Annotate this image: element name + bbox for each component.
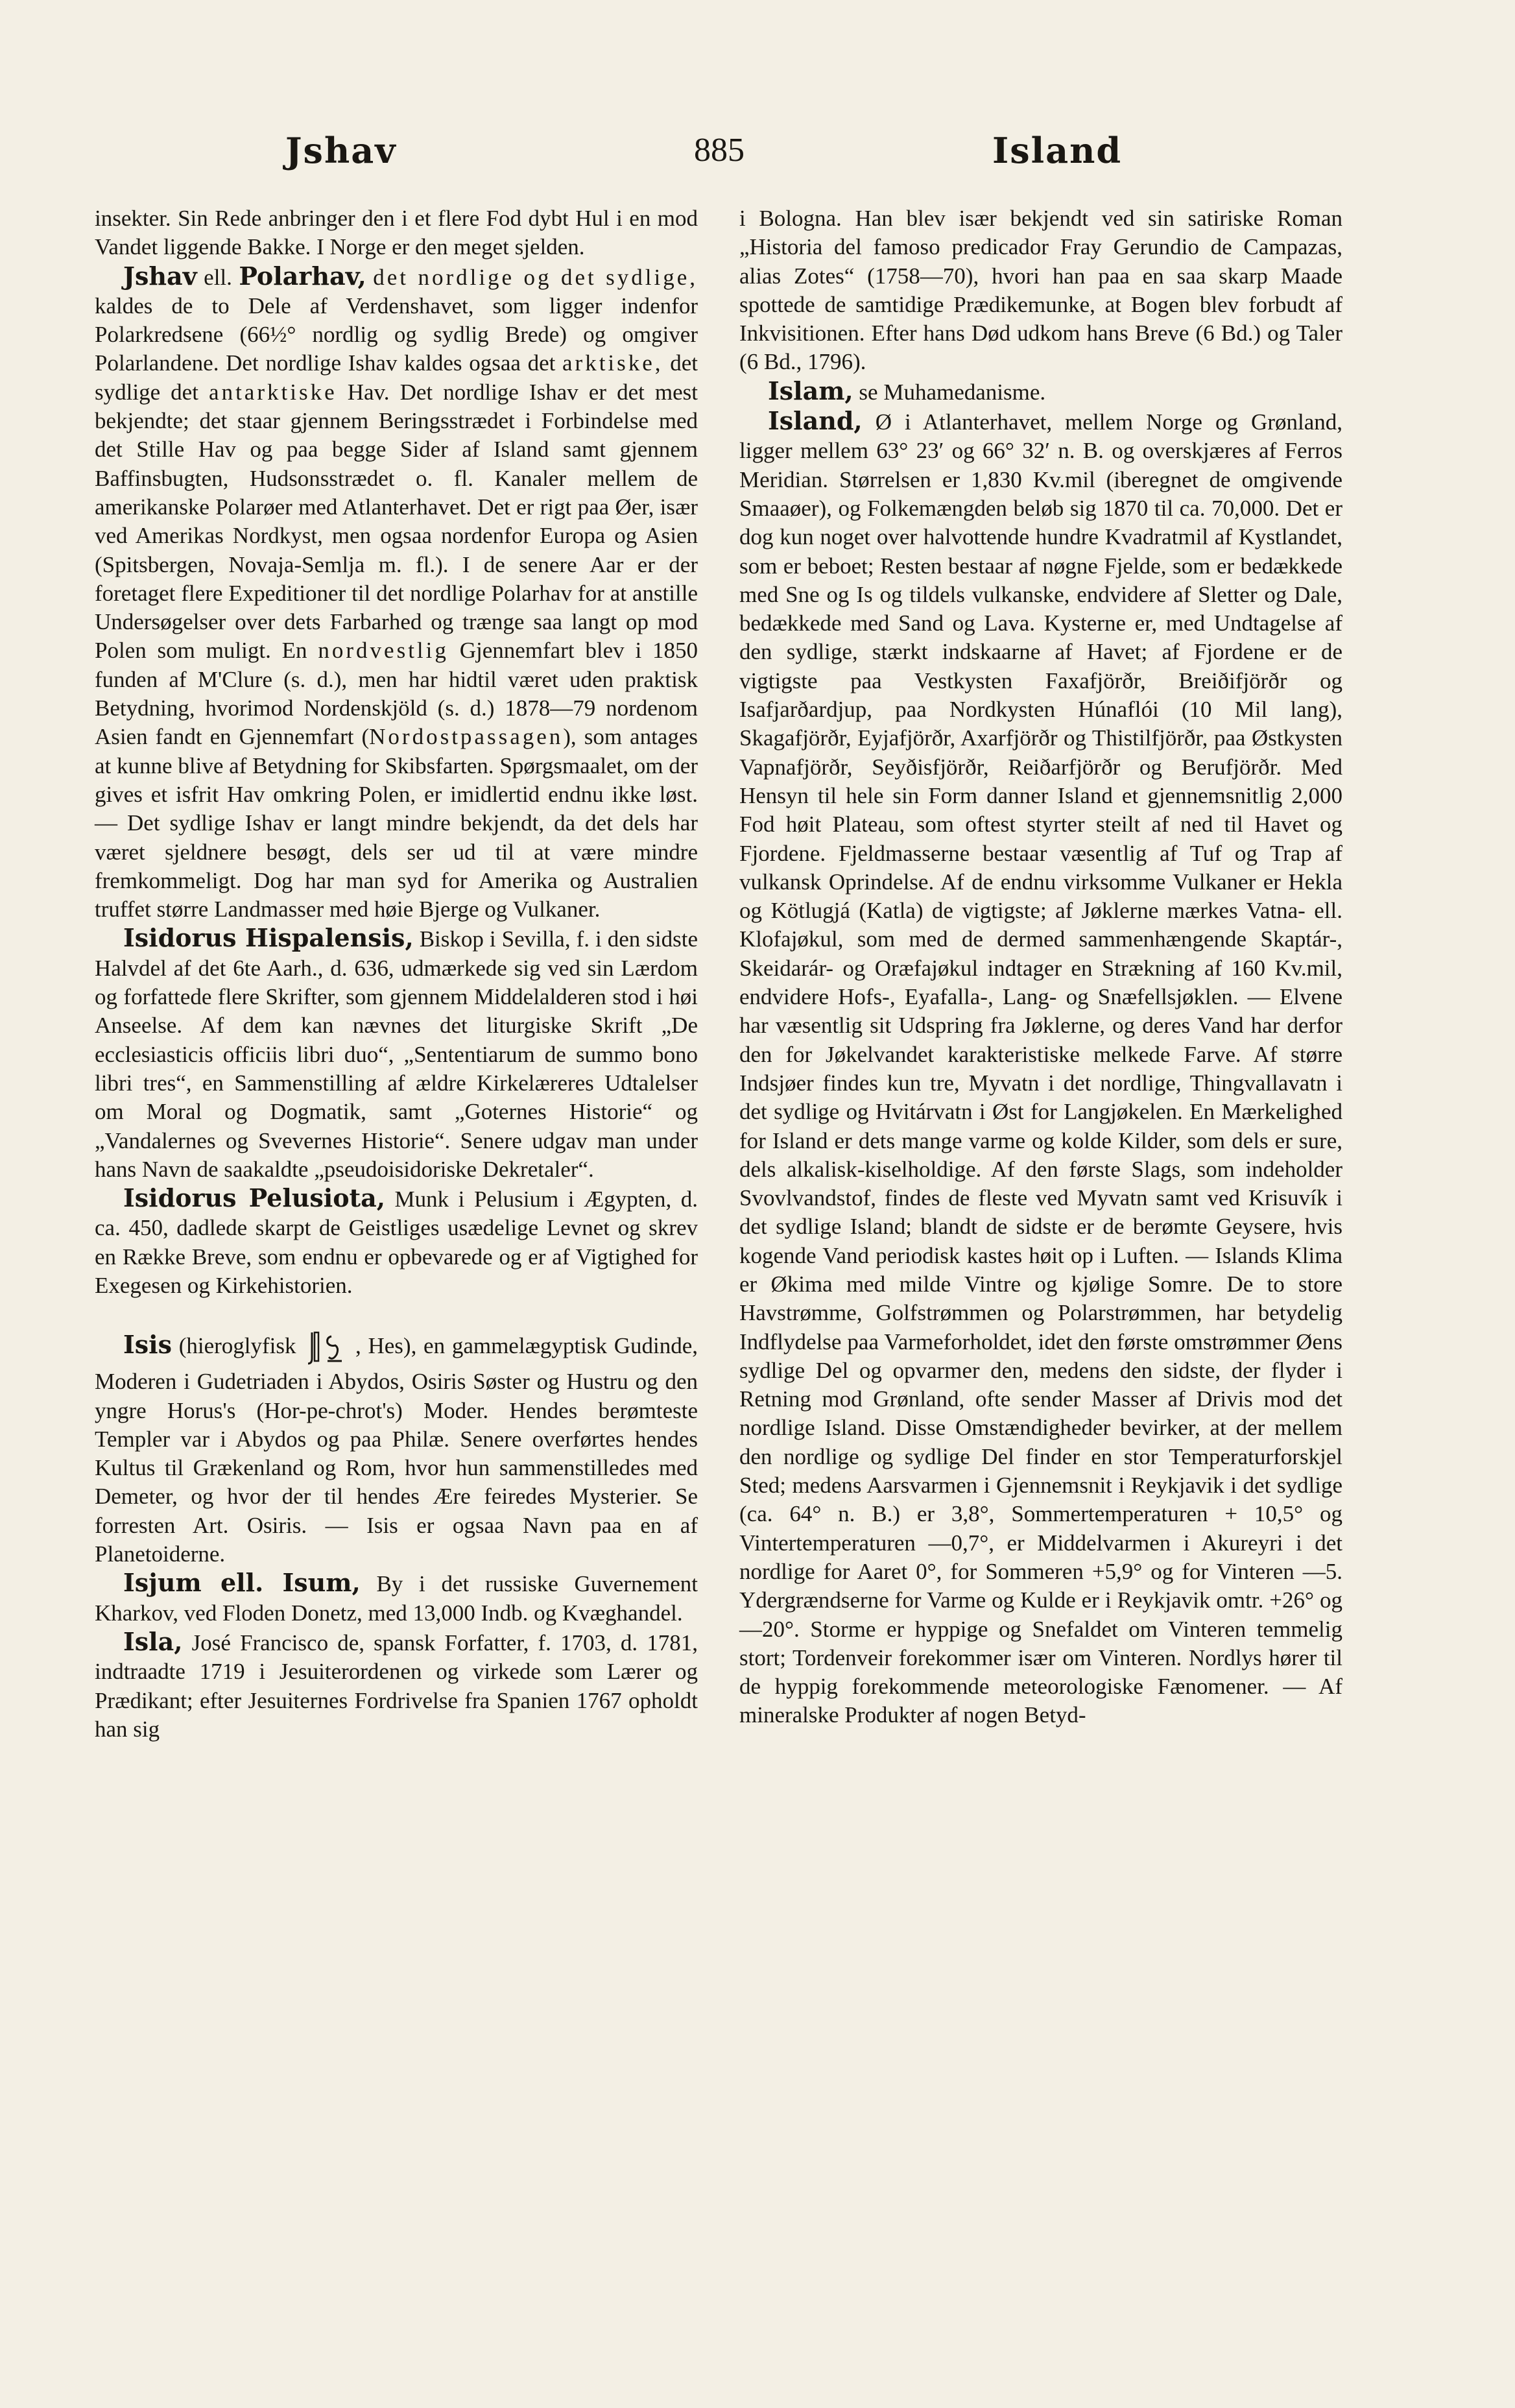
page-number: 885	[694, 132, 745, 169]
lemma-isidorus-pelusiota: Isidorus Pelusiota,	[123, 1183, 385, 1213]
entry-text: se Muhamedanisme.	[859, 379, 1046, 405]
header-right-catchword: Island	[992, 130, 1123, 171]
right-column	[739, 204, 1342, 1730]
entry-text: Munk i Pelusium i Ægypten, d. ca. 450, dadlede skarpt de Geistliges usædelige Levnet og skrev en Række Breve, som endnu er opbevarede og er af Vigtighed for Exegesen og Kirkehistorien.	[95, 1186, 698, 1298]
entry-text: kaldes de to Dele af Verdenshavet, som ligger indenfor Polarkredsene (66½° nordlig og sydlig Brede) og omgiver Polarlandene. Det nordlige Ishav kaldes ogsaa det	[95, 293, 698, 376]
lemma-isjum: Isjum ell. Isum,	[123, 1568, 361, 1598]
entry-text: Ø i Atlanterhavet, mellem Norge og Grønland, ligger mellem 63° 23′ og 66° 32′ n. B. og overskjæres af Ferros Meridian. Størrelsen er 1,830 Kv.mil (iberegnet de omgivende Smaaøer), og Folkemængden beløb sig 1870 til ca. 70,000. Det er dog kun noget over halvottende hundre Kvadratmil af Kystlandet, som er beboet; Resten bestaar af nøgne Fjelde, som er bedækkede med Sne og Is og tildels vulkanske, endvidere af Sletter og Dale, bedækkede med Sand og Lava. Kysterne er, med Undtagelse af den sydlige, stærkt indskaarne af Havet; af Fjordene er de vigtigste paa Vestkysten Faxafjörðr, Breiðifjörðr og Isafjarðardjup, paa Nordkysten Húnaflói (10 Mil lang), Skagafjörðr, Eyjafjörðr, Axarfjörðr og Thistilfjörðr, paa Østkysten Vapnafjörðr, Seyðisfjörðr, Reiðarfjörðr og Berufjörðr. Med Hensyn til hele sin Form danner Island et gjennemsnitlig 2,000 Fod høit Plateau, som oftest styrter steilt af ned til Havet og Fjordene. Fjeldmasserne bestaar væsentlig af Tuf og Trap af vulkansk Oprindelse. Af de endnu virksomme Vulkaner er Hekla og Kötlugjá (Katla) de vigtigste; af Jøklerne mærkes Vatna- ell. Klofajøkul, som med de dermed sammenhængende Skaptár-, Skeidarár- og Oræfajøkul indtager en Strækning af 160 Kv.mil, endvidere Hofs-, Eyafalla-, Lang- og Snæfellsjøklen. — Elvene har væsentlig sit Udspring fra Jøklerne, og deres Vand har derfor den for Jøkelvandet karakteristiske melkede Farve. Af større Indsjøer findes kun tre, Myvatn i det nordlige, Thingvallavatn i det sydlige og Hvitárvatn i Øst for Langjøkelen. En Mærkelighed for Island er dets mange varme og kolde Kilder, som dels er sure, dels alkalisk-kiselholdige. Af den første Slags, som indeholder Svovlvandstof, findes de fleste ved Myvatn samt ved Krisuvík i det sydlige Island; blandt de sidste er de berømte Geysere, hvis kogende Vand periodisk kastes høit op i Luften. — Islands Klima er Økima med milde Vintre og kjølige Somre. De to store Havstrømme, Golfstrømmen og Polarstrømmen, har betydelig Indflydelse paa Varmeforholdet, idet den første omstrømmer Øens sydlige Del og opvarmer den, medens den sidste, der flyder i Retning mod Grønland, ofte sender Masser af Drivis mod det nordlige Island. Disse Omstændigheder bevirker, at der mellem den nordlige og sydlige Del finder en stor Temperaturforskjel Sted; medens Aarsvarmen i Gjennemsnit i Reykjavik i det sydlige (ca. 64° n. B.) er 3,8°, Sommertemperaturen + 10,5° og Vintertemperaturen —0,7°, er Middelvarmen i Akureyri i det nordlige for Aaret 0°, for Sommeren +5,9° og for Vinteren —5. Ydergrændserne for Varme og Kulde er i Reykjavik omtr. +26° og —20°. Storme er hyppige og Snefaldet om Vinteren temmelig stort; Tordenveir forekommer især om Vinteren. Nordlys hører til de hyppig forekommende meteorologiske Fænomener. — Af mineralske Produkter af nogen Betyd-	[739, 409, 1342, 1728]
entry-text: José Francisco de, spansk Forfatter, f. 1703, d. 1781, indtraadte 1719 i Jesuiterordenen og virkede som Lærer og Prædikant; efter Jesuiternes Fordrivelse fra Spanien 1767 opholdt han sig	[95, 1630, 698, 1742]
spaced-text: det nordlige og det sydlige,	[373, 264, 698, 290]
running-header	[0, 130, 1515, 188]
lemma-islam: Islam,	[768, 376, 853, 405]
spaced-text: Nordostpassagen	[369, 724, 564, 750]
entry-text: det sydlige det	[95, 350, 698, 405]
entry-text: Hav. Det nordlige Ishav er det mest bekjendte; det staar gjennem Beringsstrædet i Forbindelse med det Stille Hav og paa begge Sider af Island samt gjennem Baffinsbugten, Hudsonsstrædet o. fl. Kanaler mellem de amerikanske Polarøer med Atlanterhavet. Det er rigt paa Øer, især ved Amerikas Nordkyst, men ogsaa nordenfor Europa og Asien (Spitsbergen, Novaja-Semlja m. fl.). I de senere Aar er der foretaget flere Expeditioner til det nordlige Polarhav for at anstille Undersøgelser over dets Farbarhed og trænge saa langt op mod Polen som muligt. En	[95, 379, 698, 664]
lemma-polarhav: Polarhav,	[239, 261, 366, 291]
spaced-text: antarktiske	[209, 379, 337, 405]
entry-isidorus-hispalensis	[95, 924, 698, 1184]
lemma-isis: Isis	[123, 1330, 172, 1360]
entry-continuation: insekter. Sin Rede anbringer den i et flere Fod dybt Hul i en mod Vandet liggende Bakke. I Norge er den meget sjelden.	[95, 206, 698, 260]
ishav-ell: ell.	[204, 264, 232, 290]
entry-isla	[95, 1628, 698, 1744]
entry-isis	[95, 1329, 698, 1569]
entry-text: Gjennemfart blev i 1850 funden af M'Clure (s. d.), men har hidtil været uden praktisk Betydning, hvorimod Nordenskjöld (s. d.) 1878—79 nordenom Asien fandt en Gjennemfart (	[95, 638, 698, 750]
entry-text: Biskop i Sevilla, f. i den sidste Halvdel af det 6te Aarh., d. 636, udmærkede sig ved sin Lærdom og forfattede flere Skrifter, som gjennem Middelalderen stod i høi Anseelse. Af dem kan nævnes det liturgiske Skrift „De ecclesiasticis officiis libri duo“, „Sententiarum de summo bono libri tres“, en Sammenstilling af ældre Kirkelæreres Udtalelser om Moral og Dogmatik, samt „Goternes Historie“ og „Vandalernes og Svevernes Historie“. Senere udgav man under hans Navn de saakaldte „pseudoisidoriske Dekretaler“.	[95, 926, 698, 1182]
entry-island	[739, 407, 1342, 1730]
entry-text: , Hes), en gammelægyptisk Gudinde, Moderen i Gudetriaden i Abydos, Osiris Søster og Hustru og den yngre Horus's (Hor-pe-chrot's) Moder. Hendes berømteste Templer var i Abydos og paa Philæ. Senere overførtes hendes Kultus til Grækenland og Rom, hvor hun sammenstilledes med Demeter, og hvor der til hendes Ære feiredes Mysterier. Se forresten Art. Osiris. — Isis er ogsaa Navn paa en af Planetoiderne.	[95, 1333, 698, 1567]
entry-ishav	[95, 262, 698, 924]
hieroglyph-icon	[303, 1329, 348, 1367]
lemma-isidorus-hispalensis: Isidorus Hispalensis,	[123, 923, 414, 953]
entry-text: (hieroglyfisk	[178, 1333, 296, 1359]
entry-isjum	[95, 1569, 698, 1628]
entry-isidorus-pelusiota	[95, 1184, 698, 1300]
lemma-ishav: Jshav	[123, 261, 197, 291]
entry-text: ), som antages at kunne blive af Betydning for Skibsfarten. Spørgsmaalet, om der gives et isfrit Hav omkring Polen, er imidlertid endnu ikke løst. — Det sydlige Ishav er langt mindre bekjendt, da det dels har været sjeldnere besøgt, dels ser ud til at være mindre fremkommeligt. Dog har man syd for Amerika og Australien truffet større Landmasser med høie Bjerge og Vulkaner.	[95, 724, 698, 922]
entry-continuation: i Bologna. Han blev især bekjendt ved sin satiriske Roman „Historia del famoso predicador Fray Gerundio de Campazas, alias Zotes“ (1758—70), hvori han paa en saa skarp Maade spottede de samtidige Prædikemunke, at Bogen blev forbudt af Inkvisitionen. Efter hans Død udkom hans Breve (6 Bd.) og Taler (6 Bd., 1796).	[739, 206, 1342, 375]
lemma-isla: Isla,	[123, 1626, 183, 1656]
entry-islam	[739, 377, 1342, 407]
spaced-text: arktiske,	[562, 350, 663, 376]
entry-text: By i det russiske Guvernement Kharkov, ved Floden Donetz, med 13,000 Indb. og Kvæghandel.	[95, 1571, 698, 1626]
lemma-island: Island,	[768, 406, 863, 436]
spaced-text: nordvestlig	[318, 638, 449, 664]
header-left-catchword: Jshav	[285, 130, 397, 171]
left-column	[95, 204, 698, 1744]
